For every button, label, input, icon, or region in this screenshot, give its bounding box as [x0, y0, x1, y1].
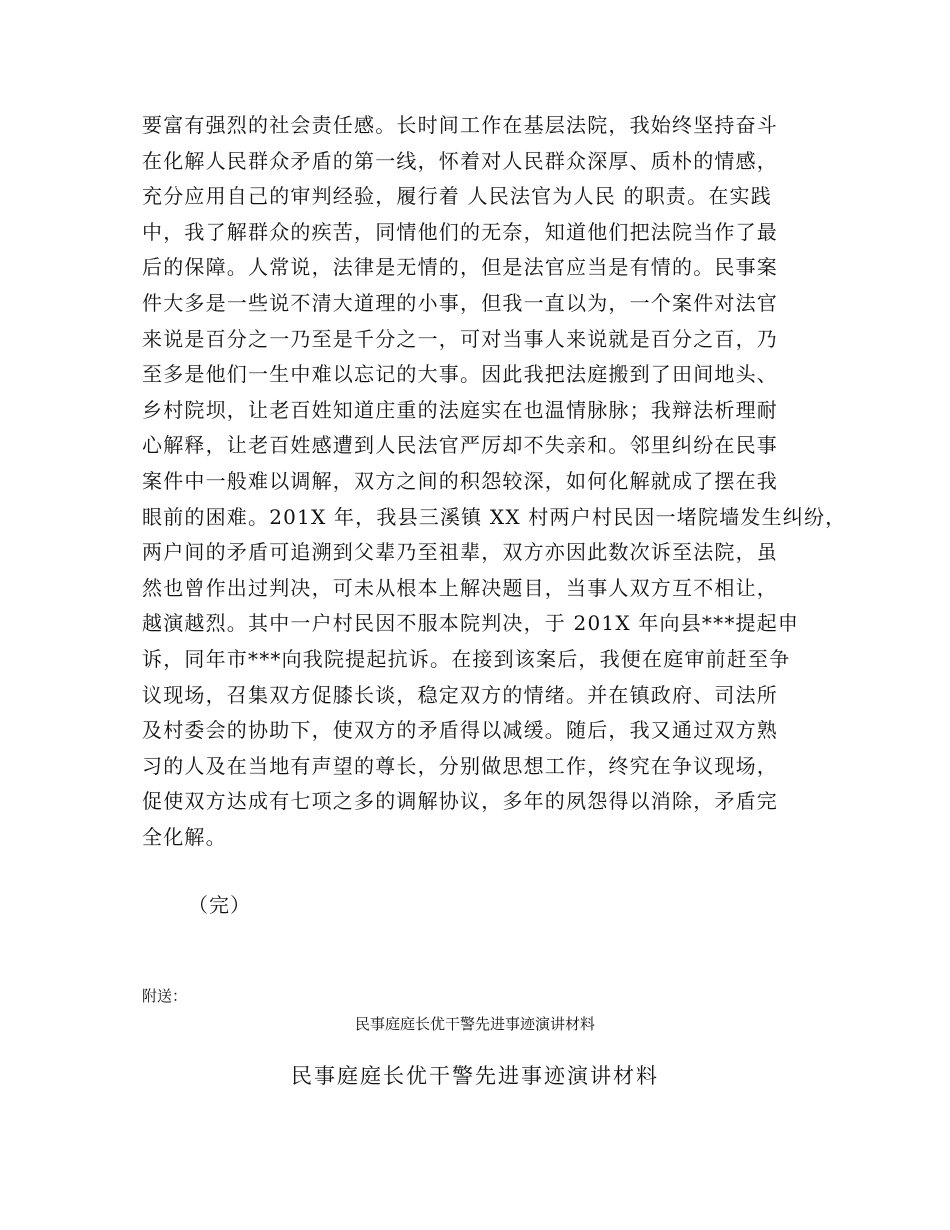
- paragraph-line: 乡村院坝，让老百姓知道庄重的法庭实在也温情脉脉；我辩法析理耐: [142, 397, 778, 422]
- paragraph-line: 后的保障。人常说，法律是无情的，但是法官应当是有情的。民事案: [142, 255, 778, 280]
- closing-mark: （完）: [188, 893, 251, 917]
- paragraph-line: 及村委会的协助下，使双方的矛盾得以减缓。随后，我又通过双方熟: [142, 718, 778, 743]
- paragraph-line: 件大多是一些说不清大道理的小事，但我一直以为，一个案件对法官: [142, 290, 778, 315]
- paragraph-line: 充分应用自己的审判经验，履行着 人民法官为人民 的职责。在实践: [142, 184, 772, 209]
- paragraph-line: 越演越烈。其中一户村民因不服本院判决，于 201X 年向县***提起申: [142, 611, 800, 636]
- attachment-label: 附送：: [142, 987, 188, 1005]
- paragraph-line: 促使双方达成有七项之多的调解协议，多年的夙怨得以消除，矛盾完: [142, 789, 778, 814]
- paragraph-line: 要富有强烈的社会责任感。长时间工作在基层法院，我始终坚持奋斗: [142, 113, 778, 137]
- paragraph-line: 议现场，召集双方促膝长谈，稳定双方的情绪。并在镇政府、司法所: [142, 682, 778, 707]
- paragraph-line: 来说是百分之一乃至是千分之一，可对当事人来说就是百分之百，乃: [142, 326, 778, 351]
- paragraph-line: 在化解人民群众矛盾的第一线，怀着对人民群众深厚、质朴的情感，: [142, 148, 778, 173]
- paragraph-line: 心解释，让老百姓感遭到人民法官严厉却不失亲和。邻里纠纷在民事: [142, 433, 778, 458]
- next-document-title: 民事庭庭长优干警先进事迹演讲材料: [291, 1064, 659, 1088]
- paragraph-line: 眼前的困难。201X 年，我县三溪镇 XX 村两户村民因一堵院墙发生纠纷，: [142, 504, 847, 529]
- body-paragraph: [142, 108, 847, 855]
- paragraph-line: 两户间的矛盾可追溯到父辈乃至祖辈，双方亦因此数次诉至法院，虽: [142, 540, 778, 565]
- paragraph-line: 案件中一般难以调解，双方之间的积怨较深，如何化解就成了摆在我: [142, 468, 778, 493]
- paragraph-line: 然也曾作出过判决，可未从根本上解决题目，当事人双方互不相让，: [142, 575, 778, 600]
- paragraph-line: 中，我了解群众的疾苦，同情他们的无奈，知道他们把法院当作了最: [142, 219, 778, 244]
- paragraph-line: 诉，同年市***向我院提起抗诉。在接到该案后，我便在庭审前赶至争: [142, 646, 791, 671]
- attachment-item: 民事庭庭长优干警先进事迹演讲材料: [354, 1015, 595, 1033]
- paragraph-line: 全化解。: [142, 824, 227, 849]
- paragraph-line: 至多是他们一生中难以忘记的大事。因此我把法庭搬到了田间地头、: [142, 362, 778, 387]
- paragraph-line: 习的人及在当地有声望的尊长，分别做思想工作，终究在争议现场，: [142, 753, 778, 778]
